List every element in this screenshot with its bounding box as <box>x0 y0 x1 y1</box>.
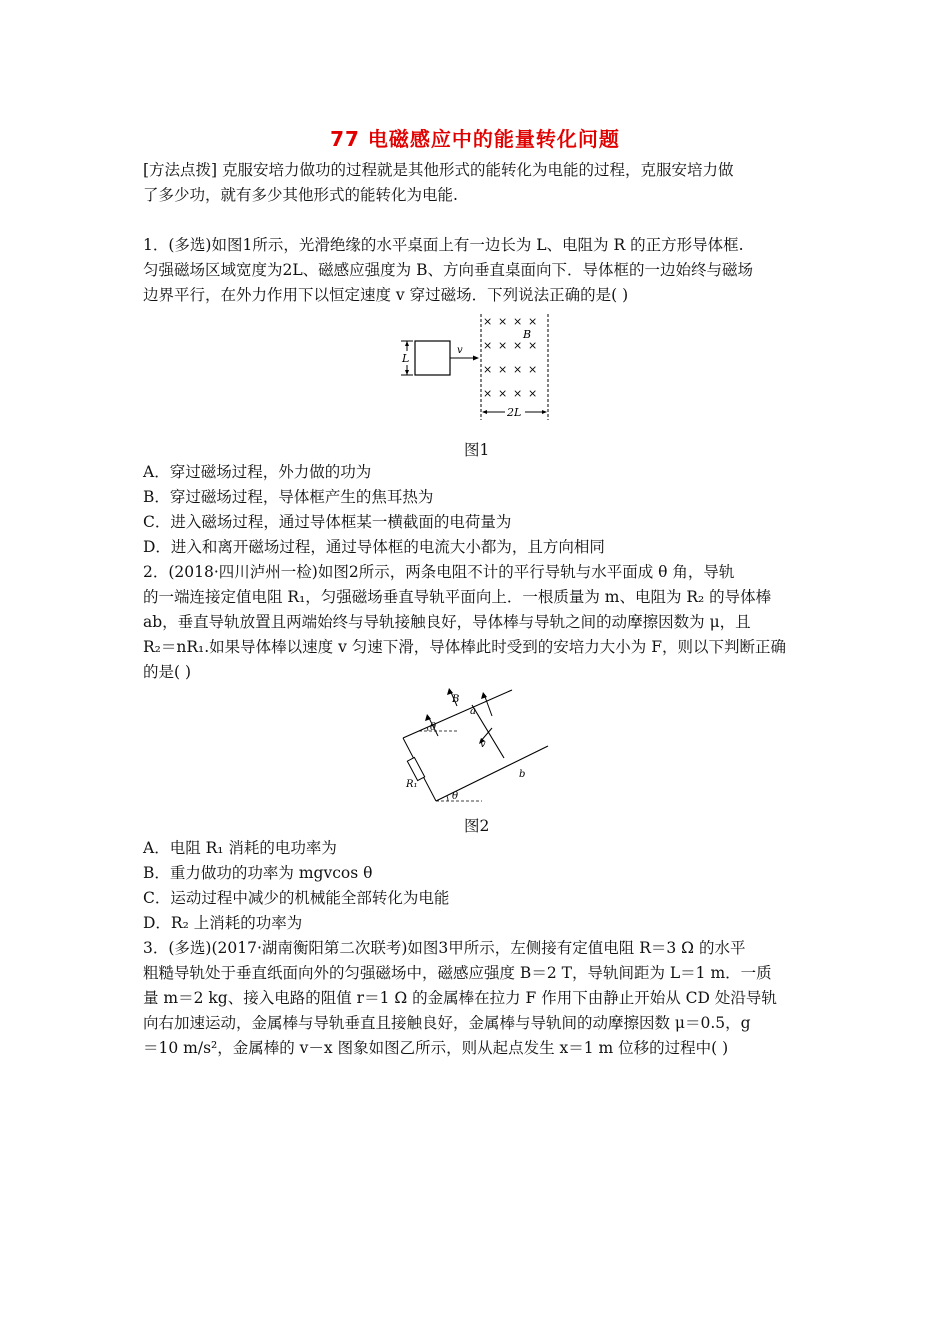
figure-1-caption: 图1 <box>464 441 490 459</box>
svg-text:×: × <box>498 339 508 352</box>
q2-line-5: 的是( ) <box>143 663 192 681</box>
q2-line-3: ab，垂直导轨放置且两端始终与导轨接触良好，导体棒与导轨之间的动摩擦因数为 μ，且 <box>143 613 751 631</box>
fig1-square-frame <box>415 341 450 375</box>
fig2-label-v: v <box>480 739 486 750</box>
svg-text:×: × <box>483 339 493 352</box>
svg-text:×: × <box>498 363 508 376</box>
figure-2-diagram <box>400 686 560 808</box>
q1-line-2: 匀强磁场区域宽度为2L、磁感应强度为 B、方向垂直桌面向下．导体框的一边始终与磁场 <box>143 261 753 279</box>
figure-1-diagram <box>395 312 555 424</box>
q1-option-a: A．穿过磁场过程，外力做的功为 <box>143 463 372 481</box>
svg-text:×: × <box>513 363 523 376</box>
svg-text:×: × <box>528 339 538 352</box>
q1-line-3: 边界平行，在外力作用下以恒定速度 v 穿过磁场．下列说法正确的是( ) <box>143 286 629 304</box>
q3-line-4: 向右加速运动，金属棒与导轨垂直且接触良好，金属棒与导轨间的动摩擦因数 μ＝0.5，g <box>143 1014 751 1032</box>
q2-option-b: B．重力做功的功率为 mgvcos θ <box>143 864 373 882</box>
q2-option-c: C．运动过程中减少的机械能全部转化为电能 <box>143 889 450 907</box>
svg-text:×: × <box>483 387 493 400</box>
fig2-label-b: b <box>519 769 526 780</box>
svg-text:×: × <box>528 363 538 376</box>
fig1-label-v: v <box>457 345 463 356</box>
fig2-label-R1: R₁ <box>406 779 418 790</box>
svg-text:×: × <box>513 339 523 352</box>
svg-text:×: × <box>528 315 538 328</box>
intro-line-2: 了多少功，就有多少其他形式的能转化为电能. <box>143 186 458 204</box>
fig1-label-2L: 2L <box>507 406 522 419</box>
q1-option-b: B．穿过磁场过程，导体框产生的焦耳热为 <box>143 488 434 506</box>
q2-line-4: R₂＝nR₁.如果导体棒以速度 v 匀速下滑，导体棒此时受到的安培力大小为 F，则以下判断正确 <box>143 638 786 656</box>
figure-2-caption: 图2 <box>464 817 490 835</box>
fig1-label-L: L <box>402 352 410 365</box>
svg-text:×: × <box>498 315 508 328</box>
fig2-theta-upper: θ <box>430 722 437 733</box>
svg-text:×: × <box>528 387 538 400</box>
svg-text:×: × <box>483 315 493 328</box>
q1-option-c: C．进入磁场过程，通过导体框某一横截面的电荷量为 <box>143 513 512 531</box>
q3-line-3: 量 m＝2 kg、接入电路的阻值 r＝1 Ω 的金属棒在拉力 F 作用下由静止开始从 CD 处沿导轨 <box>143 989 777 1007</box>
q2-option-a: A．电阻 R₁ 消耗的电功率为 <box>143 839 337 857</box>
q1-option-d: D．进入和离开磁场过程，通过导体框的电流大小都为，且方向相同 <box>143 538 605 556</box>
q3-line-2: 粗糙导轨处于垂直纸面向外的匀强磁场中，磁感应强度 B＝2 T，导轨间距为 L＝1 m．一质 <box>143 964 772 982</box>
q2-line-2: 的一端连接定值电阻 R₁，匀强磁场垂直导轨平面向上．一根质量为 m、电阻为 R₂ 的导体棒 <box>143 588 772 606</box>
fig2-label-B: B <box>452 694 460 705</box>
q1-line-1: 1．(多选)如图1所示，光滑绝缘的水平桌面上有一边长为 L、电阻为 R 的正方形导体框. <box>143 236 744 254</box>
q3-line-5: ＝10 m/s²，金属棒的 v－x 图象如图乙所示，则从起点发生 x＝1 m 位移的过程中( ) <box>143 1039 729 1057</box>
intro-line-1: [方法点拨] 克服安培力做功的过程就是其他形式的能转化为电能的过程，克服安培力做 <box>143 161 734 179</box>
q2-option-d: D．R₂ 上消耗的功率为 <box>143 914 303 932</box>
fig2-conductor-rod-ab <box>472 705 504 758</box>
q2-line-1: 2．(2018·四川泸州一检)如图2所示，两条电阻不计的平行导轨与水平面成 θ 角，导轨 <box>143 563 735 581</box>
fig2-label-a: a <box>470 706 476 717</box>
fig2-theta-lower: θ <box>452 791 459 802</box>
fig2-resistor-R1 <box>407 757 424 780</box>
page-title: 77 电磁感应中的能量转化问题 <box>330 127 620 151</box>
svg-text:×: × <box>513 315 523 328</box>
svg-text:×: × <box>498 387 508 400</box>
svg-text:×: × <box>513 387 523 400</box>
fig1-label-B: B <box>523 328 532 341</box>
svg-text:×: × <box>483 363 493 376</box>
q3-line-1: 3．(多选)(2017·湖南衡阳第二次联考)如图3甲所示，左侧接有定值电阻 R＝3 Ω 的水平 <box>143 939 746 957</box>
